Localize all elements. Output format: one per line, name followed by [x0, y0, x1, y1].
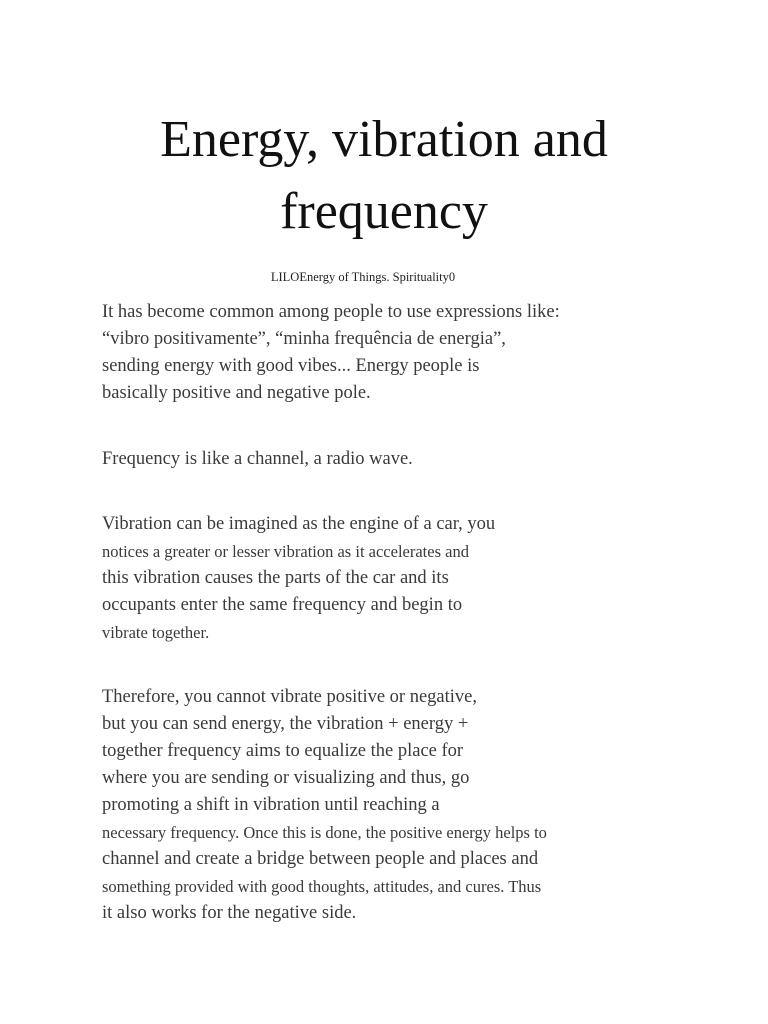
- paragraph-line: notices a greater or lesser vibration as it accelerates and: [102, 542, 469, 561]
- paragraph-line: promoting a shift in vibration until reaching a: [102, 795, 440, 815]
- paragraph-line: vibrate together.: [102, 623, 210, 642]
- paragraph-line: occupants enter the same frequency and begin to: [102, 595, 463, 615]
- paragraph-line: It has become common among people to use expressions like:: [102, 302, 560, 322]
- title-line-2: frequency: [280, 183, 488, 240]
- paragraph-line: channel and create a bridge between people and places and: [102, 849, 539, 869]
- paragraph-line: something provided with good thoughts, attitudes, and cures. Thus: [102, 877, 542, 896]
- paragraph-2: [102, 446, 413, 473]
- byline: LILOEnergy of Things. Spirituality0: [270, 270, 456, 284]
- paragraph-4: [102, 684, 547, 927]
- paragraph-line: where you are sending or visualizing and thus, go: [102, 768, 470, 788]
- title-line-1: Energy, vibration and: [160, 111, 608, 168]
- paragraph-line: Therefore, you cannot vibrate positive or negative,: [102, 687, 477, 707]
- paragraph-3: [102, 511, 495, 646]
- paragraph-line: this vibration causes the parts of the car and its: [102, 568, 449, 588]
- paragraph-line: “vibro positivamente”, “minha frequência de energia”,: [102, 329, 506, 349]
- paragraph-line: but you can send energy, the vibration + energy +: [102, 714, 469, 734]
- paragraph-1: [102, 299, 560, 407]
- paragraph-line: basically positive and negative pole.: [102, 383, 371, 403]
- paragraph-line: together frequency aims to equalize the place for: [102, 741, 464, 761]
- paragraph-line: necessary frequency. Once this is done, the positive energy helps to: [102, 823, 547, 842]
- document-title: [0, 104, 768, 248]
- paragraph-line: it also works for the negative side.: [102, 903, 357, 923]
- paragraph-line: Frequency is like a channel, a radio wave.: [102, 449, 413, 469]
- paragraph-line: Vibration can be imagined as the engine of a car, you: [102, 514, 496, 534]
- paragraph-line: sending energy with good vibes... Energy people is: [102, 356, 480, 376]
